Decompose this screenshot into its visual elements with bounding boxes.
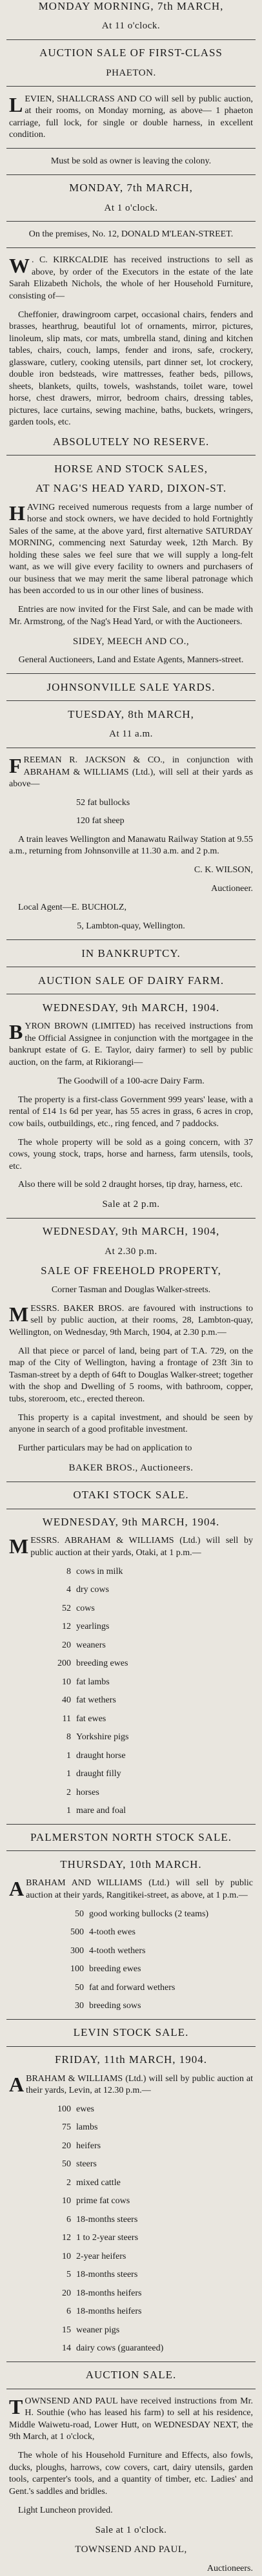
ad-heading: JOHNSONVILLE SALE YARDS.	[46, 680, 216, 693]
stock-list-item	[0, 1945, 262, 1957]
ad-heading: At 11 a.m.	[109, 729, 153, 740]
stock-list-item	[0, 1603, 262, 1615]
divider-rule	[6, 1824, 256, 1825]
ad-heading: TUESDAY, 8th MARCH,	[68, 707, 194, 720]
stock-description: cows	[76, 1603, 95, 1613]
stock-list-item	[0, 1695, 262, 1706]
ad-paragraph: A train leaves Wellington and Manawatu Railway Station at 9.55 a.m., returning from Johnsonville at 11.30 a.m. and 2 p.m.	[9, 834, 253, 857]
divider-rule	[6, 174, 256, 175]
stock-list-item	[0, 1640, 262, 1651]
ad-heading: HORSE AND STOCK SALES,	[54, 462, 208, 475]
ad-paragraph-text: EVIEN, SHALLCRASS AND CO will sell by public auction, at their rooms, on Monday morning, as above— 1 phaeton carriage, full lock, for single or double harness, in excellent condition.	[9, 94, 253, 140]
stock-list-item	[0, 1566, 262, 1578]
ad-paragraph	[0, 755, 262, 791]
divider-rule	[6, 2361, 256, 2362]
stock-list-item	[0, 2000, 262, 2012]
ad-heading: Sale at 2 p.m.	[102, 1199, 160, 1210]
stock-description: breeding ewes	[76, 1659, 128, 1669]
ad-paragraph: Also there will be sold 2 draught horses, tip dray, harness, etc.	[18, 1180, 243, 1190]
stock-quantity: 14	[62, 2343, 71, 2354]
stock-list-item	[0, 1805, 262, 1817]
ad-heading: ABSOLUTELY NO RESERVE.	[52, 435, 210, 448]
stock-description: 2-year heifers	[76, 2251, 126, 2261]
divider-rule	[6, 221, 256, 222]
divider-rule	[6, 2046, 256, 2047]
stock-list-item	[0, 2343, 262, 2354]
stock-description: breeding ewes	[89, 1964, 141, 1974]
ad-heading: WEDNESDAY, 9th MARCH, 1904.	[42, 1516, 220, 1528]
stock-description: weaner pigs	[76, 2325, 120, 2335]
stock-list-item	[0, 1909, 262, 1920]
stock-list-item	[0, 1787, 262, 1799]
stock-description: steers	[76, 2159, 97, 2170]
divider-rule	[6, 247, 256, 248]
ad-heading: AUCTION SALE.	[85, 2369, 177, 2382]
stock-list-item	[0, 797, 262, 809]
ad-paragraph	[0, 1878, 262, 1901]
stock-description: horses	[76, 1787, 99, 1797]
stock-description: weaners	[76, 1640, 106, 1650]
ad-heading: Sale at 1 o'clock.	[95, 2524, 167, 2535]
ad-paragraph	[0, 1303, 262, 1339]
stock-quantity: 15	[62, 2325, 71, 2335]
stock-description: fat lambs	[76, 1677, 110, 1687]
stock-quantity: 50	[75, 1982, 84, 1993]
ad-paragraph: This property is a capital investment, and should be seen by anyone in search of a good profitable investment.	[9, 1412, 253, 1435]
ad-heading: IN BANKRUPTCY.	[81, 947, 181, 959]
stock-list-item	[0, 2214, 262, 2226]
stock-list-item	[0, 2288, 262, 2299]
ad-paragraph: The whole of his Household Furniture and Effects, also fowls, ducks, ploughs, harrows, cow covers, cart, dairy utensils, garden tools, carpenter's tools, and a quantity of timber, etc. Ladies' and Gent.'s saddles and bridles.	[9, 2451, 253, 2497]
stock-description: fat ewes	[76, 1713, 106, 1724]
ad-heading: AUCTION SALE OF DAIRY FARM.	[37, 974, 225, 987]
stock-quantity: 5	[66, 2270, 71, 2280]
ad-paragraph	[0, 94, 262, 141]
stock-list-item	[0, 1963, 262, 1975]
divider-rule	[6, 1850, 256, 1851]
ad-paragraph: Entries are now invited for the First Sale, and can be made with Mr. Armstrong, of the Nag's Head Yard, or with the Auctioneers.	[9, 605, 253, 627]
stock-quantity: 1	[66, 1750, 71, 1761]
stock-description: ewes	[76, 2104, 94, 2114]
stock-description: good working bullocks (2 teams)	[89, 1909, 209, 1919]
divider-rule	[6, 939, 256, 940]
ad-heading: OTAKI STOCK SALE.	[73, 1489, 189, 1502]
ad-paragraph-text: . C. KIRKCALDIE has received instructions to sell as above, by order of the Executors in the estate of the late Sarah Elizabeth Nichols, the whole of her Household Furniture, consisting of—	[9, 255, 253, 301]
stock-description: 4-tooth wethers	[89, 1945, 146, 1956]
stock-quantity: 50	[75, 1909, 84, 1919]
ad-heading: At 1 o'clock.	[104, 202, 158, 213]
ad-paragraph	[0, 502, 262, 598]
ad-paragraph	[0, 2396, 262, 2444]
stock-description: 18-months heifers	[76, 2288, 142, 2298]
stock-list-item	[0, 2104, 262, 2115]
ad-heading: PHAETON.	[106, 67, 156, 78]
stock-quantity: 50	[62, 2159, 71, 2170]
stock-quantity: 2	[66, 1787, 71, 1797]
ad-heading: THURSDAY, 10th MARCH.	[60, 1858, 202, 1870]
drop-cap: W	[9, 254, 30, 278]
stock-quantity: 20	[62, 2288, 71, 2298]
stock-quantity: 4	[66, 1585, 71, 1595]
stock-quantity: 30	[75, 2001, 84, 2011]
ad-paragraph-text: ESSRS. ABRAHAM & WILLIAMS (Ltd.) will sell by public auction at their yards, Otaki, at 1 p.m.—	[30, 1536, 253, 1558]
ad-heading: LEVIN STOCK SALE.	[73, 2026, 189, 2039]
stock-description: cows in milk	[76, 1566, 123, 1576]
ad-paragraph-text: AVING received numerous requests from a large number of horse and stock owners, we have decided to hold Fortnightly Sales of the same, at the above yard, first alternative SATURDAY MORNING, commencing next Saturday week, 12th March. By holding these sales we feel sure that we will supply a long-felt want, as we will give every facility to owners and purchasers of our business that we may merit the same liberal patronage which has been accorded to us in our other lines of business.	[9, 502, 253, 596]
ad-heading: WEDNESDAY, 9th MARCH, 1904,	[42, 1225, 220, 1238]
stock-description: prime fat cows	[76, 2196, 130, 2206]
ad-paragraph	[0, 1535, 262, 1559]
stock-description: dairy cows (guaranteed)	[76, 2343, 164, 2354]
stock-quantity: 100	[70, 1964, 84, 1974]
stock-description: fat and forward wethers	[89, 1982, 176, 1993]
divider-rule	[6, 455, 256, 456]
stock-quantity: 200	[57, 1659, 71, 1669]
stock-description: 120 fat sheep	[76, 816, 125, 826]
stock-list-item	[0, 1713, 262, 1725]
ad-paragraph: Cheffonier, drawingroom carpet, occasional chairs, fenders and brasses, hearthrug, beautiful lot of ornaments, mirror, pictures, linoleum, slip mats, cor mats, umbrella stand, dining and kitchen tables, chairs, couch, lamps, fender and irons, safe, crockery, glassware, cutlery, cooking utensils, part dinner set, lot crockery, double iron bedsteads, wire mattresses, feather beds, pillows, sheets, blankets, quilts, towels, washstands, toilet ware, towel horse, chest drawers, mirror, bedroom chairs, dressing tables, pictures, lace curtains, sewing machine, baths, buckets, wringers, garden tools, etc.	[9, 309, 253, 427]
stock-description: fat wethers	[76, 1695, 116, 1706]
drop-cap: T	[9, 2394, 23, 2418]
ad-heading: At 2.30 p.m.	[105, 1246, 157, 1257]
divider-rule	[6, 1218, 256, 1219]
ad-heading: TOWNSEND AND PAUL,	[75, 2544, 187, 2555]
ad-heading: MONDAY, 7th MARCH,	[69, 182, 193, 194]
stock-list-item	[0, 2122, 262, 2133]
ad-paragraph: All that piece or parcel of land, being part of T.A. 729, on the map of the City of Wellington, having a frontage of 23ft 3in to Tasman-street by a depth of 64ft to Douglas Walker-street; together with the shop and Dwelling of 5 rooms, with bathroom, copper, tubs, storeroom, etc., erected thereon.	[9, 1346, 253, 1404]
divider-rule	[6, 86, 256, 87]
ad-paragraph: On the premises, No. 12, DONALD M'LEAN-STREET.	[28, 229, 234, 239]
stock-list-item	[0, 1584, 262, 1596]
stock-quantity: 10	[62, 2196, 71, 2206]
stock-description: 18-months steers	[76, 2270, 138, 2280]
ad-paragraph-text: ESSRS. BAKER BROS. are favoured with instructions to sell by public auction, at their rooms, 28, Lambton-quay, Wellington, on Wednesday, 9th March, 1904, at 2.30 p.m.—	[9, 1303, 253, 1337]
stock-quantity: 12	[62, 1622, 71, 1632]
ad-paragraph-text: REEMAN R. JACKSON & CO., in conjunction with ABRAHAM & WILLIAMS (Ltd.), will sell at their yards as above—	[9, 755, 253, 790]
drop-cap: L	[9, 92, 23, 116]
divider-rule	[6, 2019, 256, 2020]
ad-heading: FRIDAY, 11th MARCH, 1904.	[55, 2053, 207, 2066]
stock-list-item	[0, 2251, 262, 2263]
stock-list-item	[0, 1677, 262, 1688]
ad-paragraph	[0, 1021, 262, 1069]
ad-paragraph: 5, Lambton-quay, Wellington.	[77, 921, 185, 932]
stock-description: draught filly	[76, 1769, 121, 1779]
drop-cap: B	[9, 1020, 23, 1044]
stock-list-item	[0, 1927, 262, 1938]
ad-paragraph: The property is a first-class Government 999 years' lease, with a rental of £14 1s 6d per year, has 55 acres in grass, 6 acres in crop, cow bails, outbuildings, etc., ring fenced, and 7 paddocks.	[9, 1094, 253, 1129]
ad-heading: MONDAY MORNING, 7th MARCH,	[38, 0, 224, 12]
ad-paragraph-text: YRON BROWN (LIMITED) has received instructions from the Official Assignee in conjunction with the mortgagee in the bankrupt estate of G. E. Taylor, dairy farmer) to sell by public auction, on the farm, at Rikiorangi—	[9, 1021, 253, 1067]
stock-quantity: 1	[66, 1806, 71, 1816]
stock-list-item	[0, 1982, 262, 1994]
stock-quantity: 20	[62, 1640, 71, 1650]
stock-list-item	[0, 2159, 262, 2170]
stock-list-item	[0, 815, 262, 827]
stock-list-item	[0, 2269, 262, 2281]
ad-paragraph-text: OWNSEND AND PAUL have received instructions from Mr. H. Southie (who has leased his farm) to sell at his residence, Middle Waiwetu-road, Lower Hutt, on WEDNESDAY NEXT, the 9th March, at 1 o'clock,	[9, 2396, 253, 2442]
stock-quantity: 12	[62, 2233, 71, 2243]
ad-heading: WEDNESDAY, 9th MARCH, 1904.	[42, 1001, 220, 1014]
ad-paragraph: Corner Tasman and Douglas Walker-streets.	[51, 1284, 211, 1295]
stock-list-item	[0, 1621, 262, 1633]
stock-list-item	[0, 2195, 262, 2207]
ad-heading: SIDEY, MEECH AND CO.,	[72, 636, 190, 647]
ad-heading: AT NAG'S HEAD YARD, DIXON-ST.	[35, 482, 227, 495]
ad-paragraph: The Goodwill of a 100-acre Dairy Farm.	[57, 1076, 205, 1086]
stock-list-item	[0, 1750, 262, 1762]
ad-heading: AUCTION SALE OF FIRST-CLASS	[39, 47, 223, 59]
divider-rule	[6, 148, 256, 149]
stock-quantity: 8	[66, 1566, 71, 1576]
stock-quantity: 40	[62, 1695, 71, 1706]
stock-quantity: 2	[66, 2177, 71, 2188]
stock-list-item	[0, 2141, 262, 2152]
stock-list-item	[0, 2177, 262, 2189]
drop-cap: F	[9, 754, 22, 778]
stock-quantity: 10	[62, 2251, 71, 2261]
stock-quantity: 500	[70, 1927, 84, 1938]
stock-description: 4-tooth ewes	[89, 1927, 136, 1938]
ad-heading: PALMERSTON NORTH STOCK SALE.	[30, 1830, 232, 1843]
drop-cap: H	[9, 501, 25, 525]
stock-quantity: 300	[70, 1945, 84, 1956]
stock-quantity: 10	[62, 1677, 71, 1687]
stock-description: yearlings	[76, 1622, 110, 1632]
drop-cap: M	[9, 1534, 29, 1558]
drop-cap: A	[9, 2072, 25, 2096]
stock-description: dry cows	[76, 1585, 109, 1595]
ad-paragraph-text: BRAHAM AND WILLIAMS (Ltd.) will sell by public auction at their yards, Rangitikei-street, as above, at 1 p.m.—	[26, 1878, 253, 1900]
stock-description: breeding sows	[89, 2001, 141, 2011]
ad-paragraph: The whole property will be sold as a going concern, with 37 cows, young stock, traps, horse and harness, farm utensils, tools, etc.	[9, 1137, 253, 1171]
stock-quantity: 20	[62, 2141, 71, 2151]
ad-paragraph: Auctioneer.	[211, 884, 253, 894]
stock-description: 18-months heifers	[76, 2307, 142, 2317]
stock-quantity: 100	[57, 2104, 71, 2114]
ad-paragraph: Further particulars may be had on application to	[18, 1443, 192, 1454]
stock-quantity: 52	[62, 1603, 71, 1613]
stock-description: draught horse	[76, 1750, 126, 1761]
stock-description: 52 fat bullocks	[76, 798, 130, 808]
stock-quantity: 6	[66, 2214, 71, 2225]
stock-description: mare and foal	[76, 1806, 126, 1816]
ad-paragraph: C. K. WILSON,	[194, 865, 253, 875]
ad-paragraph	[0, 2073, 262, 2097]
stock-list-item	[0, 1732, 262, 1743]
ad-paragraph: Light Luncheon provided.	[18, 2505, 113, 2515]
ad-paragraph: Must be sold as owner is leaving the colony.	[50, 156, 212, 166]
stock-description: Yorkshire pigs	[76, 1732, 129, 1743]
stock-description: 1 to 2-year steers	[76, 2233, 139, 2243]
stock-quantity: 75	[62, 2122, 71, 2133]
stock-quantity: 11	[62, 1713, 71, 1724]
ad-paragraph-text: BRAHAM & WILLIAMS (Ltd.) will sell by public auction at their yards, Levin, at 12.30 p.m.—	[26, 2073, 253, 2096]
ad-paragraph: Local Agent—E. BUCHOLZ,	[18, 903, 126, 913]
stock-list-item	[0, 1658, 262, 1670]
stock-description: 18-months steers	[76, 2214, 138, 2225]
ad-paragraph: General Auctioneers, Land and Estate Agents, Manners-street.	[18, 655, 244, 665]
drop-cap: M	[9, 1302, 29, 1326]
ad-heading: BAKER BROS., Auctioneers.	[68, 1463, 194, 1474]
stock-quantity: 1	[66, 1769, 71, 1779]
stock-quantity: 8	[66, 1732, 71, 1743]
ad-paragraph	[0, 255, 262, 302]
ad-paragraph: Auctioneers.	[207, 2563, 253, 2573]
stock-description: lambs	[76, 2122, 98, 2133]
stock-list-item	[0, 2232, 262, 2244]
divider-rule	[6, 39, 256, 40]
divider-rule	[6, 673, 256, 674]
drop-cap: A	[9, 1877, 25, 1901]
ad-heading: At 11 o'clock.	[101, 21, 161, 32]
stock-list-item	[0, 1768, 262, 1780]
ad-heading: SALE OF FREEHOLD PROPERTY,	[41, 1264, 221, 1277]
stock-list-item	[0, 2325, 262, 2336]
stock-description: mixed cattle	[76, 2177, 121, 2188]
stock-list-item	[0, 2306, 262, 2318]
stock-description: heifers	[76, 2141, 101, 2151]
stock-quantity: 6	[66, 2307, 71, 2317]
divider-rule	[6, 700, 256, 701]
